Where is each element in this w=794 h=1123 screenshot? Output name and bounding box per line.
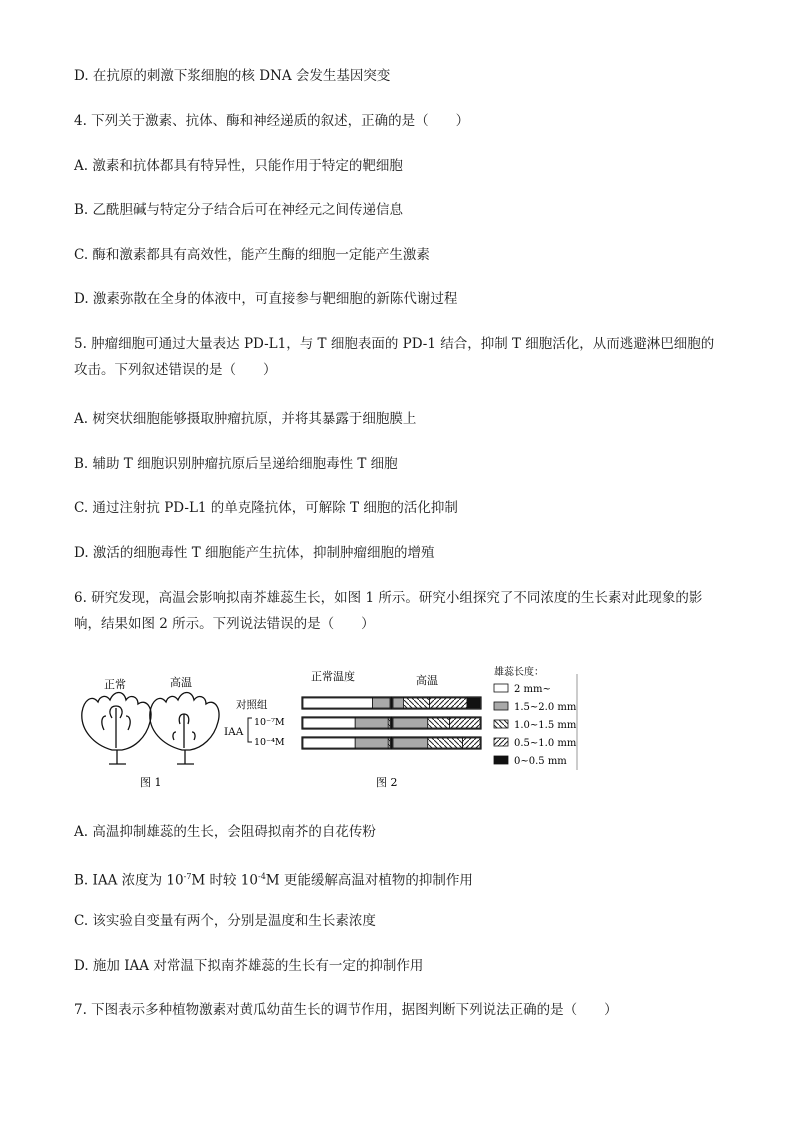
bar-segment bbox=[388, 738, 390, 748]
fig1-label-high: 高温 bbox=[170, 676, 192, 689]
bar-segment bbox=[303, 718, 355, 728]
flower-normal-icon bbox=[82, 693, 151, 765]
legend-swatch bbox=[494, 702, 508, 710]
bar-segment bbox=[303, 738, 355, 748]
q4-option-d: D. 激素弥散在全身的体液中，可直接参与靶细胞的新陈代谢过程 bbox=[74, 291, 458, 307]
fig2-row-iaa: IAA bbox=[224, 726, 244, 738]
q6b-sup-1: -7 bbox=[183, 872, 192, 881]
legend-label: 0.5~1.0 mm bbox=[514, 738, 577, 749]
bar-segment bbox=[430, 698, 467, 708]
bar-segment bbox=[393, 738, 428, 748]
bar-segment bbox=[450, 718, 480, 728]
q6-option-c: C. 该实验自变量有两个，分别是温度和生长素浓度 bbox=[74, 913, 376, 929]
fig2-legend-title: 雄蕊长度： bbox=[494, 667, 544, 678]
fig1-caption: 图 1 bbox=[140, 776, 162, 789]
q7-stem: 7. 下图表示多种植物激素对黄瓜幼苗生长的调节作用，据图判断下列说法正确的是（ ） bbox=[74, 1002, 618, 1018]
figure-area bbox=[74, 660, 594, 800]
flower-high-temp-icon bbox=[150, 693, 219, 765]
legend-label: 1.0~1.5 mm bbox=[514, 720, 577, 731]
q6-option-a: A. 高温抑制雄蕊的生长，会阻碍拟南芥的自花传粉 bbox=[74, 824, 376, 840]
legend-label: 1.5~2.0 mm bbox=[514, 702, 577, 713]
legend-swatch bbox=[494, 720, 508, 728]
q4-option-b: B. 乙酰胆碱与特定分子结合后可在神经元之间传递信息 bbox=[74, 202, 404, 218]
bar-segment bbox=[467, 698, 480, 708]
bar-segment bbox=[373, 698, 390, 708]
bar-segment bbox=[303, 698, 373, 708]
fig2-row-c2: 10⁻⁴M bbox=[254, 737, 285, 748]
legend-swatch bbox=[494, 738, 508, 746]
q6-stem: 6. 研究发现，高温会影响拟南芥雄蕊生长，如图 1 所示。研究小组探究了不同浓度的生长素对此现象的影响，结果如图 2 所示。下列说法错误的是（ ） bbox=[74, 590, 703, 632]
legend-swatch bbox=[494, 756, 508, 764]
legend-swatch bbox=[494, 684, 508, 692]
q5-option-d: D. 激活的细胞毒性 T 细胞能产生抗体，抑制肿瘤细胞的增殖 bbox=[74, 545, 435, 561]
q6b-text-2: M 时较 10 bbox=[191, 872, 258, 889]
q6b-text-1: B. IAA 浓度为 10 bbox=[74, 872, 184, 889]
q4-stem: 4. 下列关于激素、抗体、酶和神经递质的叙述，正确的是（ ） bbox=[74, 113, 470, 129]
bar-segment bbox=[388, 718, 390, 728]
q4-option-a: A. 激素和抗体都具有特异性，只能作用于特定的靶细胞 bbox=[74, 158, 403, 174]
fig2-bracket bbox=[248, 718, 252, 742]
bar-segment bbox=[355, 718, 388, 728]
bar-segment bbox=[428, 718, 450, 728]
bar-segment bbox=[428, 738, 463, 748]
q5-option-b: B. 辅助 T 细胞识别肿瘤抗原后呈递给细胞毒性 T 细胞 bbox=[74, 456, 398, 472]
q5-option-c: C. 通过注射抗 PD-L1 的单克隆抗体，可解除 T 细胞的活化抑制 bbox=[74, 500, 458, 516]
q6-option-b bbox=[74, 868, 473, 890]
bar-segment bbox=[355, 738, 388, 748]
bar-segment bbox=[463, 738, 480, 748]
fig2-row-c1: 10⁻⁷M bbox=[254, 717, 285, 728]
bar-segment bbox=[403, 698, 429, 708]
fig2-row-control: 对照组 bbox=[236, 699, 268, 711]
bar-segment bbox=[393, 718, 428, 728]
fig2-caption: 图 2 bbox=[376, 776, 398, 789]
q6b-text-3: M 更能缓解高温对植物的抑制作用 bbox=[265, 872, 473, 889]
bar-segment bbox=[393, 698, 403, 708]
figure-svg bbox=[74, 660, 594, 800]
fig2-bars bbox=[302, 697, 481, 749]
legend-label: 2 mm~ bbox=[514, 684, 551, 695]
fig1-label-normal: 正常 bbox=[104, 678, 126, 691]
fig2-group-normal: 正常温度 bbox=[311, 670, 355, 683]
q5-option-a: A. 树突状细胞能够摄取肿瘤抗原，并将其暴露于细胞膜上 bbox=[74, 411, 417, 427]
q6b-sup-2: -4 bbox=[258, 872, 266, 881]
legend-label: 0~0.5 mm bbox=[514, 756, 567, 767]
q6-option-d: D. 施加 IAA 对常温下拟南芥雄蕊的生长有一定的抑制作用 bbox=[74, 958, 424, 974]
q5-stem: 5. 肿瘤细胞可通过大量表达 PD-L1，与 T 细胞表面的 PD-1 结合，抑制 T 细胞活化，从而逃避淋巴细胞的攻击。下列叙述错误的是（ ） bbox=[74, 336, 715, 378]
q3-option-d: D. 在抗原的刺激下浆细胞的核 DNA 会发生基因突变 bbox=[74, 68, 391, 84]
fig2-group-high: 高温 bbox=[416, 674, 438, 687]
fig2-legend bbox=[494, 684, 577, 767]
q4-option-c: C. 酶和激素都具有高效性，能产生酶的细胞一定能产生激素 bbox=[74, 247, 430, 263]
